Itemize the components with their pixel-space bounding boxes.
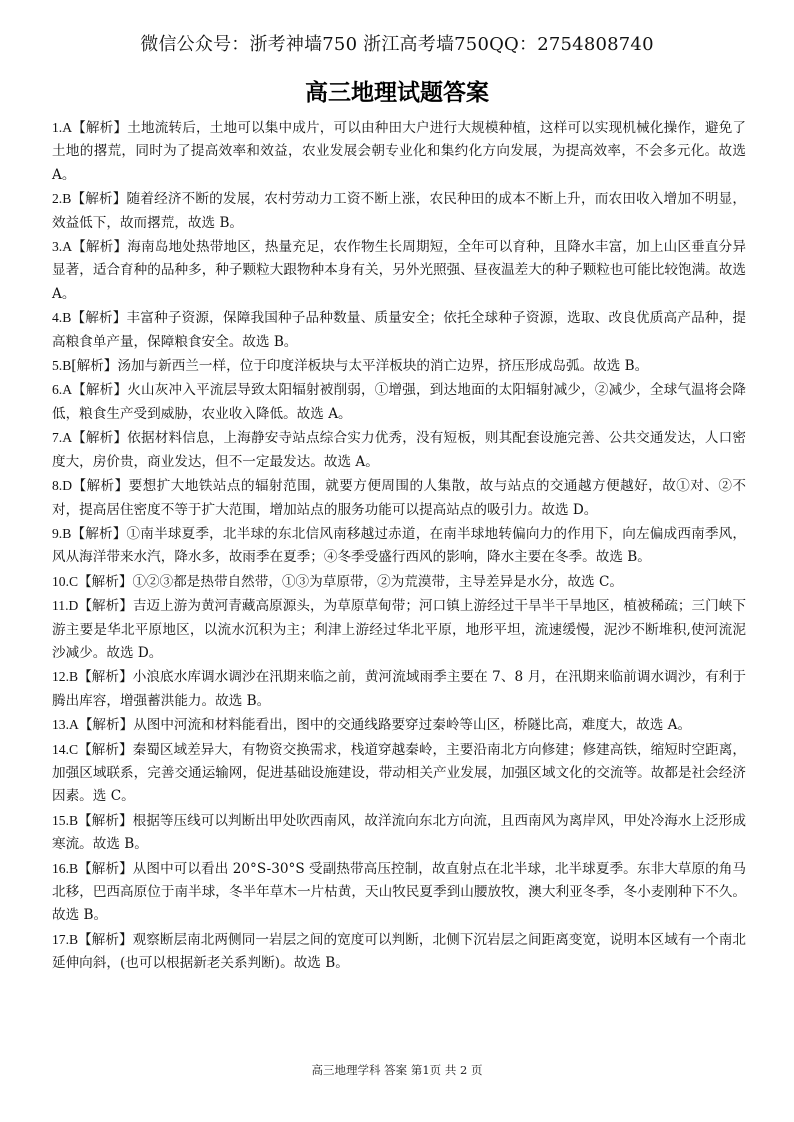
answer-text: ①南半球夏季，北半球的东北信风南移越过赤道，在南半球地转偏向力的作用下，向左偏成西南季风，风从海洋带来水汽，降水多，故雨季在夏季；④冬季受盛行西风的影响，降水主要在冬季。故选 B。 [52,525,747,566]
answer-text: 依据材料信息，上海静安寺站点综合实力优秀，没有短板，则其配套设施完善、公共交通发达，人口密度大，房价贵，商业发达，但不一定最发达。故选 A。 [52,430,747,470]
analysis-tag: 【解析】 [78,573,133,590]
analysis-tag: 【解析】 [71,191,127,208]
answer-item [52,378,746,426]
analysis-tag: 【解析】 [78,931,133,948]
answer-text: 要想扩大地铁站点的辐射范围，就要方便周围的人集散，故与站点的交通越方便越好，故①对、②不对，提高居住密度不等于扩大范围，增加站点的服务功能可以提高站点的吸引力。故选 D。 [52,478,747,518]
analysis-tag: 【解析】 [78,812,133,829]
answer-text: ①②③都是热带自然带，①③为草原带，②为荒漠带，主导差异是水分，故选 C。 [132,573,623,590]
answer-item [52,665,746,713]
answer-text: 火山灰冲入平流层导致太阳辐射被削弱，①增强，到达地面的太阳辐射减少，②减少，全球气温将会降低，粮食生产受到威胁，农业收入降低。故选 A。 [52,382,747,422]
answer-item [52,116,746,187]
answer-item [52,928,746,976]
answer-text: 根据等压线可以判断出甲处吹西南风，故洋流向东北方向流，且西南风为离岸风，甲处冷海水上泛形成寒流。故选 B。 [52,812,747,853]
answer-item [52,809,746,857]
answer-text: 从图中河流和材料能看出，图中的交通线路要穿过秦岭等山区，桥隧比高，难度大，故选 A。 [133,717,692,734]
wechat-header: 微信公众号：浙考神墙750 浙江高考墙750QQ：2754808740 [140,34,654,55]
answer-item [52,594,746,665]
answer-number: 12.B [52,669,79,685]
answer-text: 吉迈上游为黄河青藏高原源头，为草原草甸带；河口镇上游经过干旱半干旱地区，植被稀疏；三门峡下游主要是华北平原地区，以流水沉积为主；利津上游经过华北平原，地形平坦，流速缓慢，泥沙不断堆积,使河流泥沙减少。故选 D。 [52,598,747,661]
answer-item [52,235,746,306]
answer-number: 2.B [52,191,72,207]
answer-item [52,187,746,235]
answer-text: 从图中可以看出 20°S-30°S 受副热带高压控制，故直射点在北半球，北半球夏季。东非大草原的角马北移，巴西高原位于南半球，冬半年草木一片枯黄，天山牧民夏季到山腰放牧，澳大利亚冬季，冬小麦刚种下不久。故选 B。 [52,860,747,924]
answer-item [52,857,746,928]
answer-number: 17.B [52,931,79,947]
answer-text: 小浪底水库调水调沙在汛期来临之前，黄河流域雨季主要在 7、8 月，在汛期来临前调水调沙，有利于腾出库容，增强蓄洪能力。故选 B。 [52,669,747,709]
analysis-tag: 【解析】 [72,430,128,447]
analysis-tag: 【解析】 [72,478,129,495]
answer-item [52,522,746,570]
analysis-tag: 【解析】 [78,860,133,877]
answer-text: 随着经济不断的发展，农村劳动力工资不断上涨，农民种田的成本不断上升，而农田收入增加不明显，效益低下，故而撂荒，故选 B。 [52,191,747,231]
answer-number: 5.B [52,358,72,374]
answer-item [52,570,746,594]
answer-text: 土地流转后，土地可以集中成片，可以由种田大户进行大规模种植，这样可以实现机械化操作，避免了土地的撂荒，同时为了提高效率和效益，农业发展会朝专业化和集约化方向发展，为提高效率，不会多元化。故选 A。 [52,120,747,183]
analysis-tag: 【解析】 [78,669,133,686]
answer-number: 15.B [52,812,79,828]
answer-item [52,474,746,522]
analysis-tag: 【解析】 [72,239,128,256]
answer-text: 海南岛地处热带地区，热量充足，农作物生长周期短，全年可以育种，且降水丰富，加上山区垂直分异显著，适合育种的品种多，种子颗粒大跟物种本身有关，另外光照强、昼夜温差大的种子颗粒也可能比较饱满。故选 A。 [52,239,747,302]
answer-number: 1.A [52,120,73,135]
answer-number: 4.B [52,310,72,326]
answer-number: 10.C [52,573,79,589]
analysis-tag: 【解析】 [72,382,128,399]
answer-number: 11.D [52,598,79,614]
answer-item [52,426,746,474]
answer-text: 秦蜀区域差异大，有物资交换需求，栈道穿越秦岭，主要沿南北方向修建；修建高铁，缩短时空距离，加强区域联系，完善交通运输网，促进基础设施建设，带动相关产业发展，加强区域文化的交流等。故都是社会经济因素。选 C。 [52,741,747,805]
answer-number: 13.A [52,717,79,733]
answer-number: 3.A [52,239,73,255]
answer-number: 8.D [52,478,73,494]
page-footer: 高三地理学科 答案 第1页 共 2 页 [311,1063,483,1077]
answer-text: 丰富种子资源，保障我国种子品种数量、质量安全；依托全球种子资源，选取、改良优质高产品种，提高粮食单产量，保障粮食安全。故选 B。 [52,310,747,350]
analysis-tag: 【解析】 [71,525,127,542]
analysis-tag: 【解析】 [71,310,127,327]
analysis-tag: 【解析】 [78,717,134,734]
answer-item [52,738,746,809]
analysis-tag: 【解析】 [72,120,128,136]
analysis-tag: 【解析】 [78,741,133,758]
answer-number: 14.C [52,741,79,757]
answer-number: 9.B [52,525,72,541]
answer-number: 16.B [52,860,79,876]
answer-item [52,306,746,354]
answer-item [52,713,746,737]
answer-text: 观察断层南北两侧同一岩层之间的宽度可以判断，北侧下沉岩层之间距离变宽，说明本区域有一个南北延伸向斜，(也可以根据新老关系判断)。故选 B。 [52,931,747,972]
answer-text: 汤加与新西兰一样，位于印度洋板块与太平洋板块的消亡边界，挤压形成岛弧。故选 B。 [117,358,649,375]
answer-number: 7.A [52,430,73,446]
analysis-tag: [解析】 [71,358,118,375]
analysis-tag: 【解析】 [78,598,133,615]
page-title: 高三地理试题答案 [305,79,489,106]
answer-number: 6.A [52,382,73,398]
answer-item [52,354,746,378]
answer-list [52,116,746,976]
